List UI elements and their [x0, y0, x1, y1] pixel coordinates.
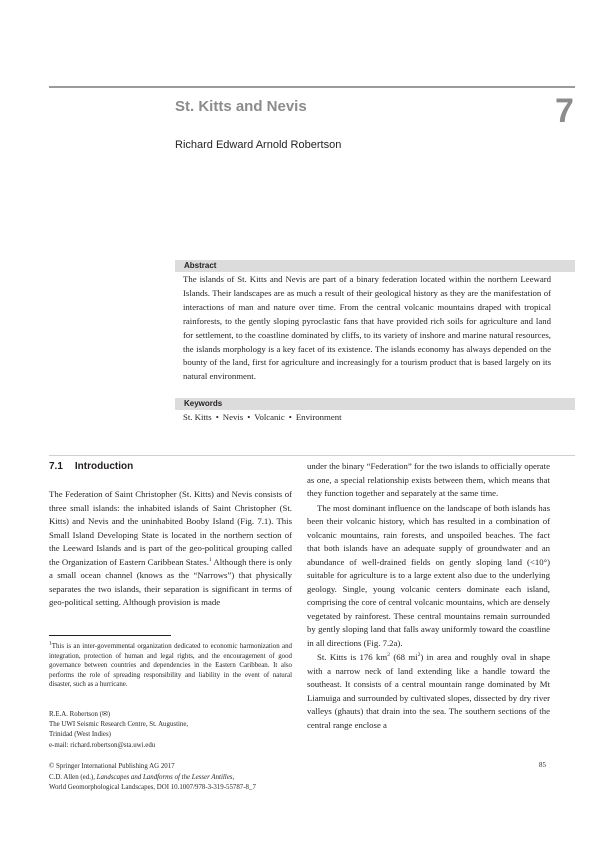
superscript: 2 [387, 652, 390, 659]
right-column [307, 460, 550, 732]
footnote [49, 642, 292, 690]
affiliation-email[interactable]: e-mail: richard.robertson@sta.uwi.edu [49, 741, 156, 749]
author-affiliation [49, 710, 292, 751]
author-name: Richard Edward Arnold Robertson [175, 139, 342, 151]
keyword-separator: • [247, 412, 251, 422]
citation-punct: , [232, 773, 235, 781]
citation-line [49, 773, 575, 784]
keyword: St. Kitts [183, 412, 212, 422]
keyword: Nevis [222, 412, 244, 422]
citation-editor: C.D. Allen (ed.), [49, 773, 97, 781]
footnote-reference[interactable]: 1 [208, 556, 212, 563]
section-title: Introduction [74, 461, 134, 472]
footnote-marker: 1 [49, 640, 52, 647]
top-rule [49, 86, 575, 88]
keyword-separator: • [288, 412, 292, 422]
chapter-title: St. Kitts and Nevis [175, 98, 307, 115]
superscript: 2 [417, 652, 421, 659]
section-heading [49, 461, 133, 472]
keywords-heading: Keywords [184, 399, 223, 408]
abstract-heading-bar [175, 260, 575, 272]
footnote-text: This is an inter-governmental organization dedicated to economic harmonization and integration, protection of human and legal rights, and the encouragement of good governance between countries and dependencies in the Eastern Caribbean. It also performs the role of spreading responsibility and liability in the event of natural disaster, such as a hurricane. [49, 643, 292, 689]
keyword: Volcanic [254, 412, 285, 422]
body-text: St. Kitts is 176 km [317, 652, 388, 662]
keyword: Environment [295, 412, 342, 422]
abstract-text: The islands of St. Kitts and Nevis are part of a binary federation located within the northern Leeward Islands. Their landscapes are as much a result of their geological history as they are the manifestation of interactions of man and nature over time. From the central volcanic mountains draped with tropical rainforests, to the gently sloping pyroclastic fans that have provided rich soils for agriculture and land for settlement, to the coastline dominated by cliffs, to its variety of inshore and marine natural resources, the islands morphology is a key facet of its existence. The islands economy has always depended on the bounty of the land, first for agriculture and increasingly for a tourism product that is based largely on its natural environment. [183, 274, 551, 382]
abstract-heading: Abstract [184, 261, 217, 270]
keyword-separator: • [215, 412, 219, 422]
keywords-heading-bar [175, 398, 575, 410]
body-paragraph: under the binary “Federation” for the two islands to officially operate as one, a special relationship exists between them, which means that they function together and separately at the same time. [307, 461, 550, 498]
book-title: Landscapes and Landforms of the Lesser Antilles [96, 773, 233, 781]
left-column [49, 488, 292, 610]
affiliation-line: Trinidad (West Indies) [49, 731, 111, 739]
body-text: (68 mi [389, 652, 418, 662]
series-line: World Geomorphological Landscapes, DOI 10.1007/978-3-319-55787-8_7 [49, 784, 256, 791]
affiliation-line: The UWI Seismic Research Centre, St. Augustine, [49, 721, 189, 729]
chapter-number: 7 [555, 92, 574, 130]
section-rule [49, 455, 575, 456]
affiliation-name: R.E.A. Robertson (✉) [49, 711, 111, 718]
body-text: The Federation of Saint Christopher (St. Kitts) and Nevis consists of three small islands: the inhabited islands of Saint Christopher (St. Kitts) and Nevis and the uninhabited Booby Island (Fig. 7.1). This Small Island Developing State is located in the northern section of the Leeward Islands and is part of the geo-political grouping called the Organization of Eastern Caribbean States. [49, 489, 292, 567]
body-text: Although there is only a small ocean channel (knows as the “Narrows”) that physically separates the two islands, their separation is significant in terms of geo-political setting. Although provision is made [49, 556, 293, 607]
section-number: 7.1 [49, 461, 63, 472]
page-number: 85 [539, 762, 546, 769]
footnote-rule [49, 635, 171, 636]
keywords-list [183, 412, 342, 422]
body-text: ) in area and roughly oval in shape with a narrow neck of land extending like a handle toward the southeast. It consists of a central mountain range dominated by Mt Liamuiga and surrounded by cultivated slopes, dissected by dry river valleys (ghauts) that drain into the sea. The southern sections of the central range enclose a [307, 652, 550, 730]
copyright-line: © Springer International Publishing AG 2017 [49, 763, 175, 770]
body-paragraph [49, 488, 292, 610]
body-paragraph [307, 651, 550, 732]
body-paragraph: The most dominant influence on the landscape of both islands has been their volcanic history, which has resulted in a combination of volcanic mountains, rain forests, and unspoiled beaches. The fact that both islands have an adequate supply of groundwater and an abundance of well-drained fields on gently sloping land (<10°) suitable for agriculture is to a large extent also due to the underlying geology. Single, young volcanic centers dominate each island, comprising the core of central volcanic mountains, which are densely vegetated by rainforest. These central mountains remain surrounded by gently sloping land that falls away uniformly toward the coastline in all directions (Fig. 7.2a). [307, 502, 550, 648]
publication-info [49, 762, 575, 794]
